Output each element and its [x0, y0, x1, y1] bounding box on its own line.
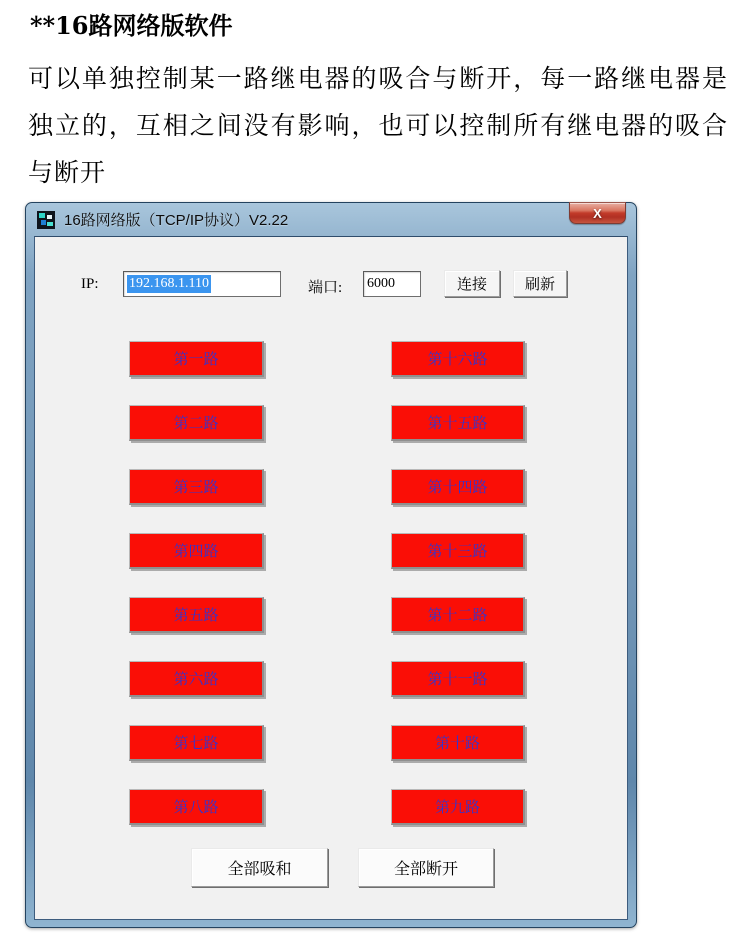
port-label: 端口:: [308, 280, 343, 296]
port-input[interactable]: [363, 271, 421, 297]
relay-button-8[interactable]: 第八路: [129, 789, 264, 825]
title-bar: [34, 203, 628, 236]
window-client-area: [34, 236, 628, 920]
ip-label: IP:: [81, 276, 99, 292]
close-button[interactable]: [569, 202, 626, 224]
relay-button-10[interactable]: 第十路: [391, 725, 525, 761]
relay-button-7[interactable]: 第七路: [129, 725, 264, 761]
connect-button[interactable]: 连接: [444, 270, 500, 297]
refresh-button[interactable]: 刷新: [513, 270, 567, 297]
relay-button-6[interactable]: 第六路: [129, 661, 264, 697]
relay-button-5[interactable]: 第五路: [129, 597, 264, 633]
ip-value-selected: 192.168.1.110: [129, 276, 209, 291]
relay-button-15[interactable]: 第十五路: [391, 405, 525, 441]
relay-button-3[interactable]: 第三路: [129, 469, 264, 505]
relay-button-9[interactable]: 第九路: [391, 789, 525, 825]
window-title: 16路网络版（TCP/IP协议）V2.22: [64, 212, 289, 229]
relay-button-12[interactable]: 第十二路: [391, 597, 525, 633]
app-icon: [36, 210, 56, 230]
ip-input[interactable]: [123, 271, 281, 297]
all-off-button[interactable]: 全部断开: [358, 848, 494, 887]
relay-button-16[interactable]: 第十六路: [391, 341, 525, 377]
relay-button-11[interactable]: 第十一路: [391, 661, 525, 697]
all-on-button[interactable]: 全部吸和: [191, 848, 328, 887]
relay-button-1[interactable]: 第一路: [129, 341, 264, 377]
relay-button-2[interactable]: 第二路: [129, 405, 264, 441]
relay-column-right: [391, 341, 525, 825]
page-title: **16路网络版软件: [30, 11, 233, 40]
port-value: 6000: [367, 276, 395, 291]
relay-column-left: [129, 341, 264, 825]
relay-button-4[interactable]: 第四路: [129, 533, 264, 569]
relay-button-14[interactable]: 第十四路: [391, 469, 525, 505]
description-text: 可以单独控制某一路继电器的吸合与断开，每一路继电器是独立的，互相之间没有影响，也可以控制所有继电器的吸合与断开: [28, 64, 728, 187]
close-icon: X: [593, 205, 602, 221]
app-window: [25, 202, 637, 928]
relay-button-13[interactable]: 第十三路: [391, 533, 525, 569]
